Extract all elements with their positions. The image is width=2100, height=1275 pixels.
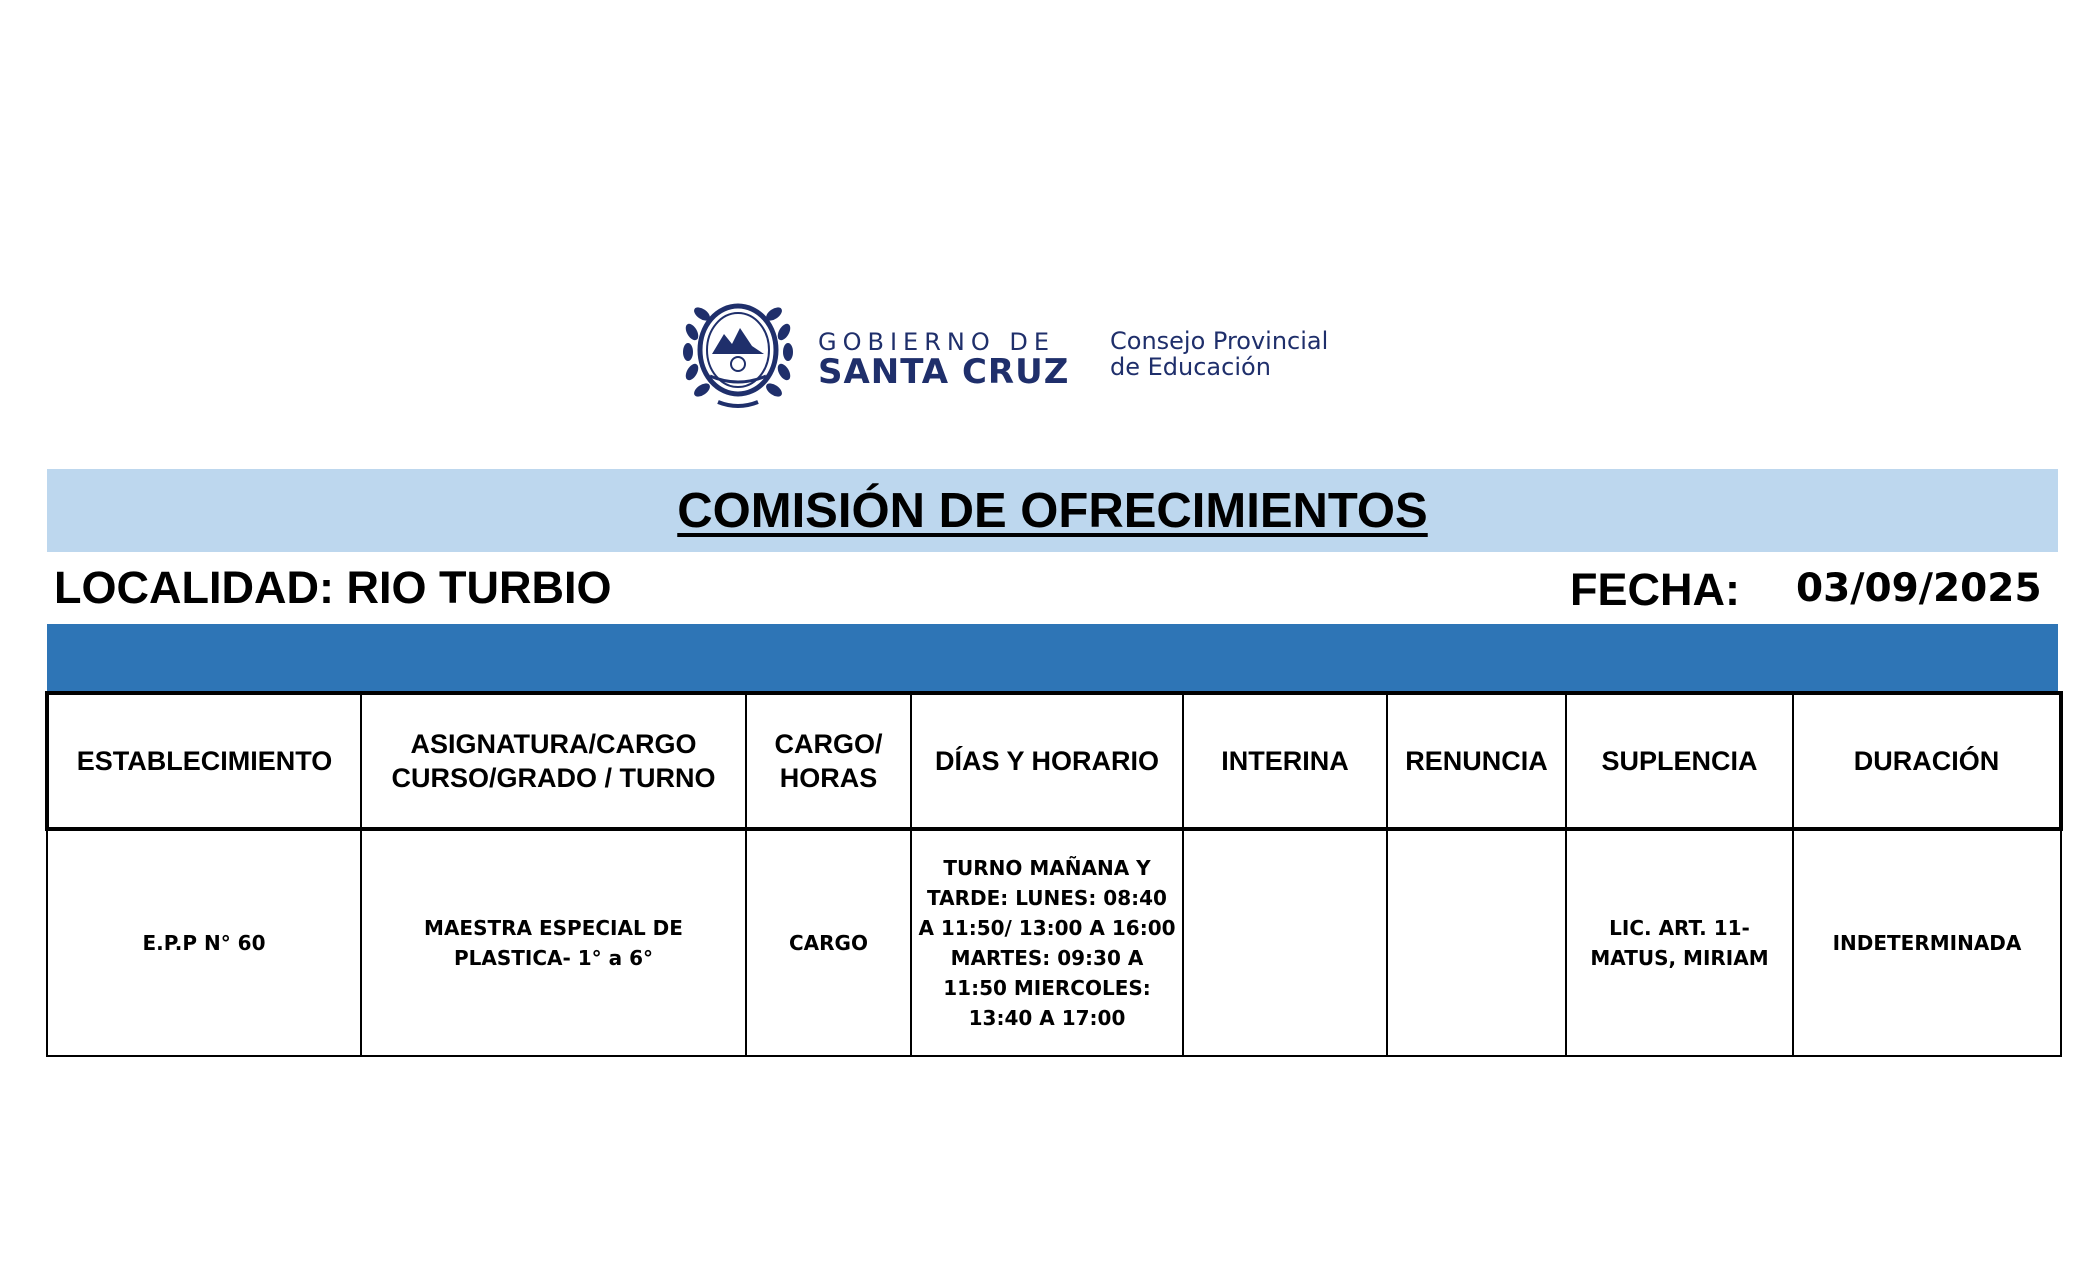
section-band xyxy=(47,624,2058,692)
cell-suplencia: LIC. ART. 11- MATUS, MIRIAM xyxy=(1566,829,1793,1056)
header-suplencia: SUPLENCIA xyxy=(1566,693,1793,829)
fecha-label: FECHA: xyxy=(1570,564,1740,615)
title-band xyxy=(47,469,2058,552)
header-establecimiento: ESTABLECIMIENTO xyxy=(47,693,361,829)
localidad-label: LOCALIDAD: RIO TURBIO xyxy=(54,562,612,613)
cell-asignatura: MAESTRA ESPECIAL DE PLASTICA- 1° a 6° xyxy=(361,829,746,1056)
header-renuncia: RENUNCIA xyxy=(1387,693,1566,829)
cell-duracion: INDETERMINADA xyxy=(1793,829,2061,1056)
gov-name-line2: SANTA CRUZ xyxy=(818,352,1070,392)
table-header-row xyxy=(47,693,2061,829)
gov-name-line1: GOBIERNO DE xyxy=(818,328,1055,356)
header-duracion: DURACIÓN xyxy=(1793,693,2061,829)
cell-dias-horario: TURNO MAÑANA Y TARDE: LUNES: 08:40 A 11:50/ 13:00 A 16:00 MARTES: 09:30 A 11:50 MIERCOLES: 13:40 A 17:00 xyxy=(911,829,1183,1056)
header-dias-horario: DÍAS Y HORARIO xyxy=(911,693,1183,829)
consejo-name xyxy=(1110,328,1328,380)
consejo-line2: de Educación xyxy=(1110,353,1271,381)
cell-cargo-horas: CARGO xyxy=(746,829,911,1056)
cell-establecimiento: E.P.P N° 60 xyxy=(47,829,361,1056)
cell-interina xyxy=(1183,829,1387,1056)
consejo-line1: Consejo Provincial xyxy=(1110,327,1329,355)
provincial-seal-icon xyxy=(682,292,794,412)
offers-table xyxy=(45,691,2063,1057)
page-title: COMISIÓN DE OFRECIMIENTOS xyxy=(677,483,1428,538)
logo-area xyxy=(682,292,1362,416)
table-row xyxy=(47,829,2061,1056)
header-interina: INTERINA xyxy=(1183,693,1387,829)
header-cargo-horas: CARGO/ HORAS xyxy=(746,693,911,829)
fecha-value: 03/09/2025 xyxy=(1796,566,2042,611)
cell-renuncia xyxy=(1387,829,1566,1056)
header-asignatura: ASIGNATURA/CARGO CURSO/GRADO / TURNO xyxy=(361,693,746,829)
